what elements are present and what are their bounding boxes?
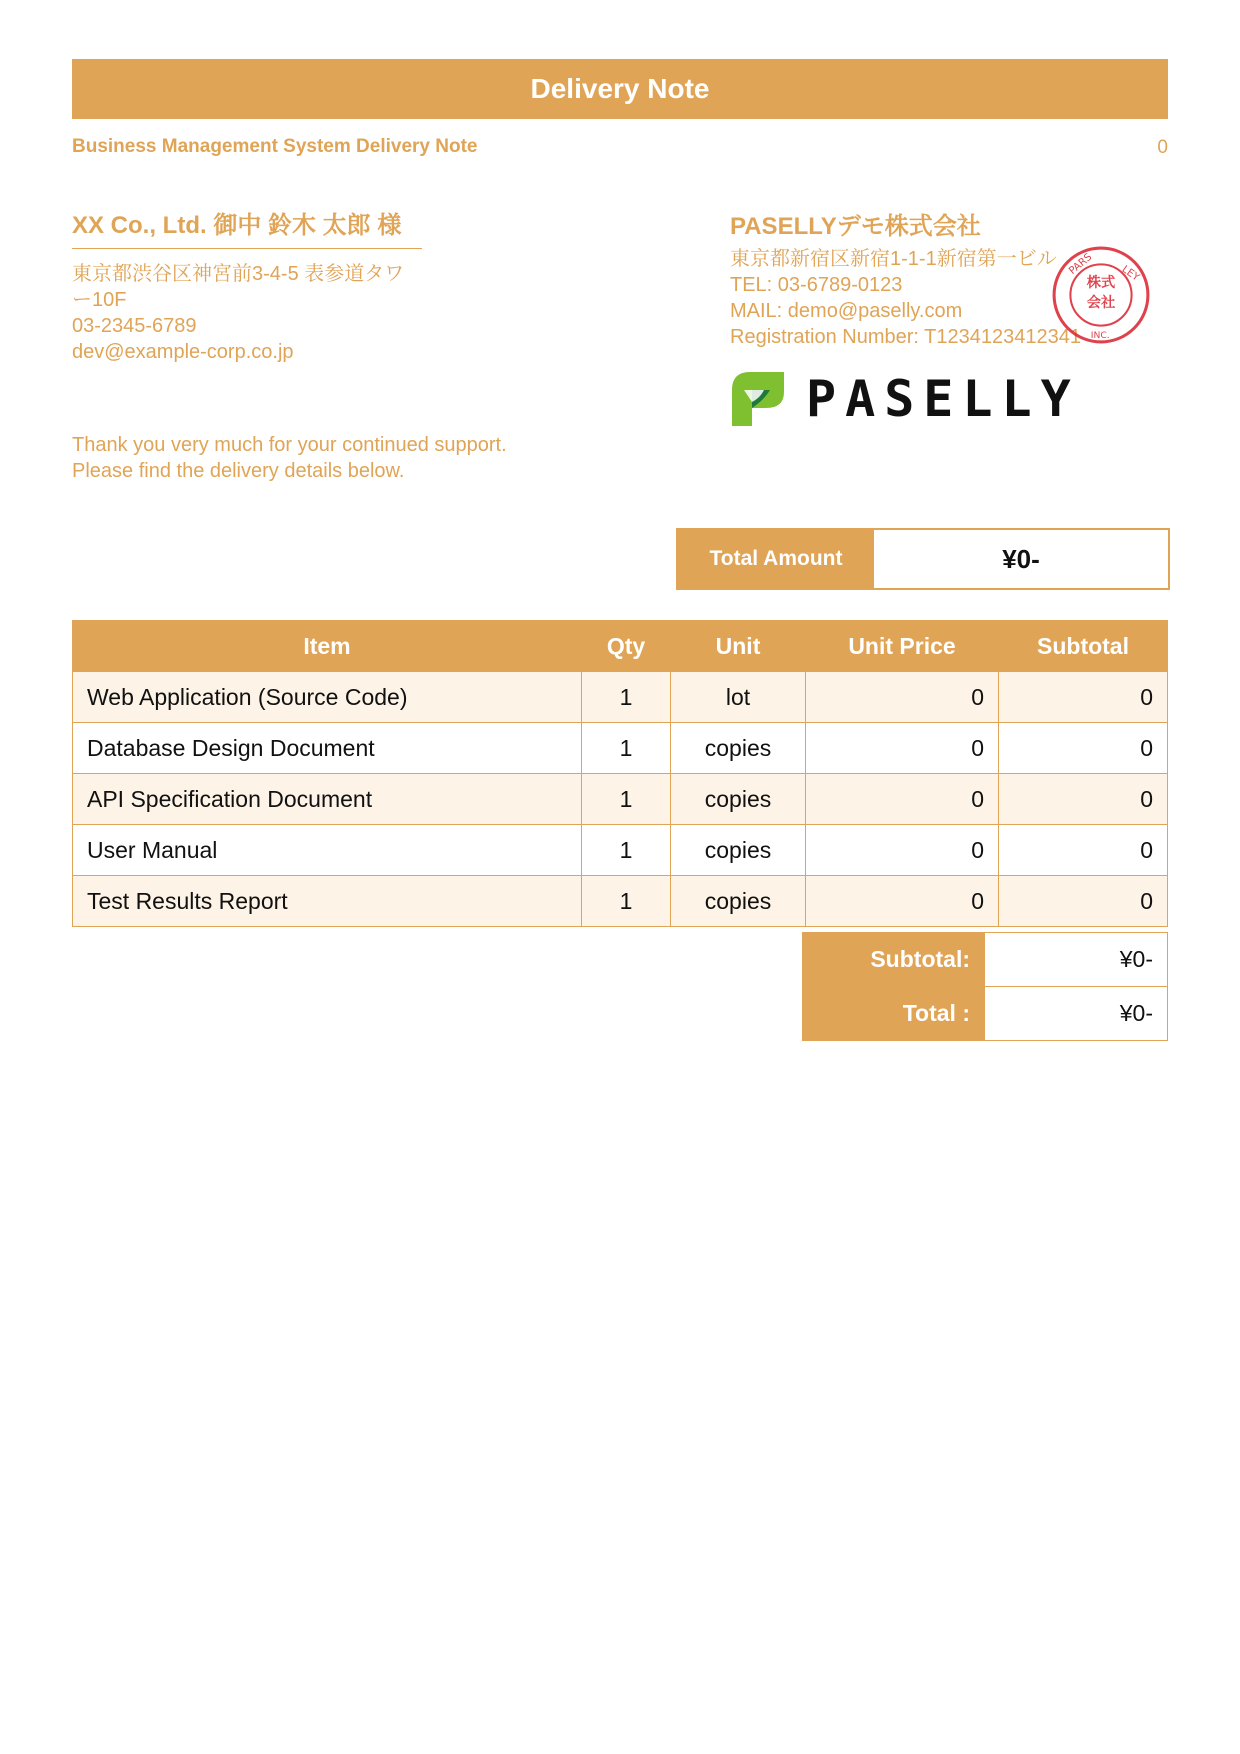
total-amount-value: ¥0- [1002, 543, 1040, 574]
cell-unit-price: 0 [806, 825, 999, 876]
cell-unit: copies [671, 723, 806, 774]
company-logo [730, 368, 1080, 430]
cell-unit: copies [671, 825, 806, 876]
cell-qty: 1 [582, 825, 671, 876]
company-name: PASELLYデモ株式会社 [730, 213, 981, 240]
table-row [73, 876, 1168, 927]
summary-subtotal-row [803, 933, 1168, 987]
client-name: XX Co., Ltd. 御中 鈴木 太郎 様 [72, 212, 422, 249]
cell-qty: 1 [582, 876, 671, 927]
cell-qty: 1 [582, 774, 671, 825]
table-row [73, 723, 1168, 774]
cell-subtotal: 0 [999, 774, 1168, 825]
cell-unit: lot [671, 672, 806, 723]
cell-unit-price: 0 [806, 672, 999, 723]
svg-text:株式: 株式 [1086, 274, 1116, 291]
header-qty: Qty [582, 621, 671, 672]
cell-subtotal: 0 [999, 876, 1168, 927]
cell-unit: copies [671, 774, 806, 825]
summary-subtotal-label: Subtotal: [803, 933, 985, 987]
header-unit-price: Unit Price [806, 621, 999, 672]
table-header-row [73, 621, 1168, 672]
header-item: Item [73, 621, 582, 672]
svg-text:INC.: INC. [1090, 329, 1110, 341]
cell-subtotal: 0 [999, 723, 1168, 774]
summary-table [802, 932, 1168, 1041]
table-row [73, 774, 1168, 825]
total-amount-box [676, 528, 1170, 590]
cell-item: Web Application (Source Code) [73, 672, 582, 723]
cell-subtotal: 0 [999, 825, 1168, 876]
company-email: MAIL: demo@paselly.com [730, 300, 963, 322]
total-amount-label: Total Amount [678, 530, 874, 588]
company-phone: TEL: 03-6789-0123 [730, 274, 903, 296]
title-bar [72, 59, 1168, 119]
logo-text: PASELLY [806, 370, 1080, 428]
cell-qty: 1 [582, 672, 671, 723]
client-phone: 03-2345-6789 [72, 315, 197, 337]
cell-subtotal: 0 [999, 672, 1168, 723]
company-address: 東京都新宿区新宿1-1-1新宿第一ビル [730, 248, 1057, 270]
summary-subtotal-value: ¥0- [985, 933, 1168, 987]
summary-total-label: Total : [803, 987, 985, 1041]
client-address: 東京都渋谷区神宮前3-4-5 表参道タワー10F [72, 263, 405, 311]
cell-unit-price: 0 [806, 774, 999, 825]
svg-text:PARS: PARS [1067, 251, 1095, 277]
header-subtotal: Subtotal [999, 621, 1168, 672]
client-block [72, 212, 422, 365]
greeting-line-1: Thank you very much for your continued support. [72, 434, 507, 456]
summary-total-value: ¥0- [985, 987, 1168, 1041]
cell-item: Test Results Report [73, 876, 582, 927]
client-info [72, 261, 422, 365]
greeting-line-2: Please find the delivery details below. [72, 460, 405, 482]
table-row [73, 672, 1168, 723]
cell-item: API Specification Document [73, 774, 582, 825]
company-seal-icon [1050, 244, 1152, 346]
cell-unit-price: 0 [806, 723, 999, 774]
company-registration: Registration Number: T1234123412341 [730, 326, 1081, 348]
paselly-leaf-icon [730, 368, 788, 428]
svg-text:LEY: LEY [1119, 263, 1142, 284]
table-row [73, 825, 1168, 876]
summary-total-row [803, 987, 1168, 1041]
cell-item: User Manual [73, 825, 582, 876]
greeting-text [72, 432, 507, 484]
cell-unit: copies [671, 876, 806, 927]
cell-item: Database Design Document [73, 723, 582, 774]
page-title: Delivery Note [530, 73, 710, 104]
svg-text:会社: 会社 [1086, 295, 1116, 312]
document-subtitle: Business Management System Delivery Note [72, 136, 478, 157]
client-email: dev@example-corp.co.jp [72, 341, 294, 363]
cell-unit-price: 0 [806, 876, 999, 927]
items-table [72, 620, 1168, 927]
cell-qty: 1 [582, 723, 671, 774]
header-unit: Unit [671, 621, 806, 672]
document-number: 0 [1157, 137, 1168, 158]
